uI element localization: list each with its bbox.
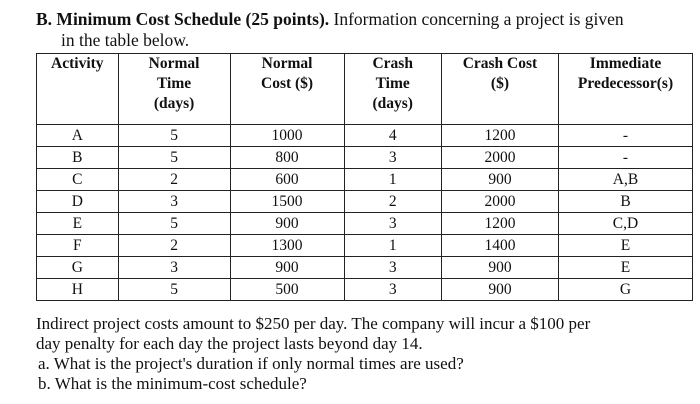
normal-cost-cell: 900 <box>230 257 344 279</box>
heading-line-1 <box>36 9 686 30</box>
header-immediate-predecessors: Immediate Predecessor(s) <box>559 54 693 125</box>
normal-time-cell: 5 <box>118 213 230 235</box>
header-normal-cost: Normal Cost ($) <box>230 54 344 125</box>
predecessor-cell: E <box>559 235 693 257</box>
crash-cost-cell: 900 <box>441 279 558 301</box>
normal-time-cell: 5 <box>118 279 230 301</box>
problem-heading <box>36 9 686 51</box>
crash-cost-cell: 1400 <box>441 235 558 257</box>
normal-time-cell: 5 <box>118 125 230 147</box>
normal-cost-cell: 1500 <box>230 191 344 213</box>
table-row <box>37 279 693 301</box>
problem-footer <box>36 314 686 394</box>
table-row <box>37 257 693 279</box>
crash-cost-cell: 1200 <box>441 125 558 147</box>
crash-cost-cell: 900 <box>441 257 558 279</box>
question-b: b. What is the minimum-cost schedule? <box>38 374 307 393</box>
table-row <box>37 191 693 213</box>
table-row <box>37 213 693 235</box>
normal-time-cell: 5 <box>118 147 230 169</box>
question-a: a. What is the project's duration if only normal times are used? <box>38 354 464 373</box>
crash-time-cell: 2 <box>344 191 441 213</box>
cost-info-line-2: day penalty for each day the project lasts beyond day 14. <box>36 334 423 353</box>
crash-time-cell: 3 <box>344 213 441 235</box>
normal-cost-cell: 600 <box>230 169 344 191</box>
cost-info-line-1: Indirect project costs amount to $250 per day. The company will incur a $100 per <box>36 314 591 333</box>
crash-cost-cell: 2000 <box>441 191 558 213</box>
table-row <box>37 235 693 257</box>
predecessor-cell: C,D <box>559 213 693 235</box>
normal-cost-cell: 900 <box>230 213 344 235</box>
section-label: B. Minimum Cost Schedule (25 points). <box>36 9 330 29</box>
activity-table <box>36 53 693 301</box>
table-header-row <box>37 54 693 125</box>
activity-cell: H <box>37 279 119 301</box>
header-activity: Activity <box>37 54 119 125</box>
crash-time-cell: 3 <box>344 147 441 169</box>
predecessor-cell: A,B <box>559 169 693 191</box>
predecessor-cell: B <box>559 191 693 213</box>
predecessor-cell: E <box>559 257 693 279</box>
normal-cost-cell: 1000 <box>230 125 344 147</box>
crash-cost-cell: 900 <box>441 169 558 191</box>
table-row <box>37 147 693 169</box>
activity-cell: G <box>37 257 119 279</box>
normal-cost-cell: 1300 <box>230 235 344 257</box>
normal-cost-cell: 800 <box>230 147 344 169</box>
header-crash-cost: Crash Cost ($) <box>441 54 558 125</box>
crash-time-cell: 1 <box>344 169 441 191</box>
header-crash-time: Crash Time (days) <box>344 54 441 125</box>
crash-cost-cell: 1200 <box>441 213 558 235</box>
crash-time-cell: 3 <box>344 279 441 301</box>
activity-cell: C <box>37 169 119 191</box>
activity-cell: B <box>37 147 119 169</box>
normal-time-cell: 2 <box>118 169 230 191</box>
predecessor-cell: G <box>559 279 693 301</box>
activity-cell: D <box>37 191 119 213</box>
crash-cost-cell: 2000 <box>441 147 558 169</box>
normal-time-cell: 3 <box>118 191 230 213</box>
normal-time-cell: 2 <box>118 235 230 257</box>
header-normal-time: Normal Time (days) <box>118 54 230 125</box>
table-row <box>37 169 693 191</box>
normal-cost-cell: 500 <box>230 279 344 301</box>
crash-time-cell: 4 <box>344 125 441 147</box>
predecessor-cell: - <box>559 147 693 169</box>
crash-time-cell: 1 <box>344 235 441 257</box>
activity-cell: F <box>37 235 119 257</box>
intro-text-continued: in the table below. <box>61 30 190 50</box>
activity-cell: E <box>37 213 119 235</box>
intro-text: Information concerning a project is given <box>333 9 624 29</box>
table-row <box>37 125 693 147</box>
normal-time-cell: 3 <box>118 257 230 279</box>
activity-cell: A <box>37 125 119 147</box>
predecessor-cell: - <box>559 125 693 147</box>
crash-time-cell: 3 <box>344 257 441 279</box>
